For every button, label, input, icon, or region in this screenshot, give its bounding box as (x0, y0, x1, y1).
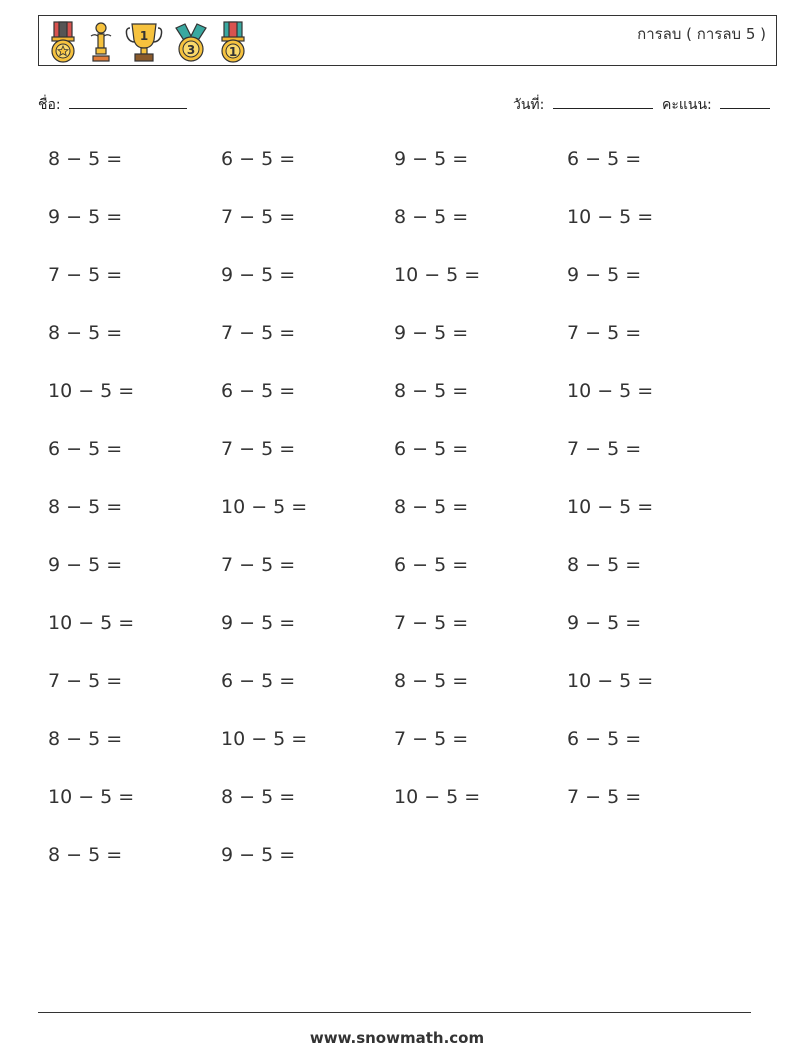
problem-item: 8 − 5 = (567, 554, 642, 576)
problem-item: 6 − 5 = (394, 438, 469, 460)
svg-text:1: 1 (139, 29, 149, 43)
medal-icons-row (49, 20, 247, 64)
problem-item: 10 − 5 = (567, 380, 654, 402)
problem-item: 6 − 5 = (221, 670, 296, 692)
medal-3-icon (173, 20, 209, 64)
problem-item: 9 − 5 = (221, 612, 296, 634)
trophy-figure-icon (87, 20, 115, 64)
score-field (662, 94, 770, 116)
problem-item: 9 − 5 = (394, 322, 469, 344)
date-label: วันที่: (513, 97, 545, 113)
problem-item: 10 − 5 = (221, 496, 308, 518)
problem-item: 8 − 5 = (394, 206, 469, 228)
problem-item: 9 − 5 = (394, 148, 469, 170)
problem-item: 8 − 5 = (48, 728, 123, 750)
worksheet-header (38, 15, 777, 66)
problem-item: 10 − 5 = (48, 612, 135, 634)
date-blank-line (553, 107, 653, 109)
problem-item: 6 − 5 = (221, 148, 296, 170)
problem-item: 8 − 5 = (394, 670, 469, 692)
problem-item: 7 − 5 = (394, 612, 469, 634)
problem-item: 8 − 5 = (48, 322, 123, 344)
problem-item: 6 − 5 = (567, 148, 642, 170)
score-blank-line (720, 107, 770, 109)
problem-item: 9 − 5 = (567, 612, 642, 634)
date-field (513, 94, 653, 116)
problem-item: 7 − 5 = (48, 670, 123, 692)
problem-item: 8 − 5 = (394, 496, 469, 518)
problem-item: 9 − 5 = (221, 264, 296, 286)
problem-item: 10 − 5 = (567, 496, 654, 518)
medal-star-icon (49, 20, 77, 64)
problem-item: 8 − 5 = (221, 786, 296, 808)
footer-divider (38, 1012, 751, 1013)
problem-item: 10 − 5 = (567, 670, 654, 692)
trophy-cup-1-icon (125, 20, 163, 64)
problem-item: 6 − 5 = (48, 438, 123, 460)
problem-item: 8 − 5 = (48, 844, 123, 866)
name-field (38, 94, 187, 116)
problem-item: 6 − 5 = (567, 728, 642, 750)
problem-item: 8 − 5 = (48, 148, 123, 170)
problem-item: 9 − 5 = (48, 554, 123, 576)
problem-item: 9 − 5 = (567, 264, 642, 286)
svg-text:1: 1 (228, 45, 238, 59)
footer-url: www.snowmath.com (309, 1029, 485, 1047)
svg-text:3: 3 (186, 43, 196, 57)
medal-1-icon (219, 20, 247, 64)
problem-item: 7 − 5 = (394, 728, 469, 750)
worksheet-title: การลบ ( การลบ 5 ) (637, 25, 766, 43)
problem-item: 7 − 5 = (567, 786, 642, 808)
problem-item: 7 − 5 = (221, 206, 296, 228)
problem-item: 10 − 5 = (48, 786, 135, 808)
problem-item: 10 − 5 = (394, 786, 481, 808)
problem-item: 10 − 5 = (567, 206, 654, 228)
name-blank-line (69, 107, 187, 109)
problem-item: 7 − 5 = (221, 554, 296, 576)
problem-item: 7 − 5 = (567, 438, 642, 460)
problem-item: 9 − 5 = (48, 206, 123, 228)
problem-item: 8 − 5 = (394, 380, 469, 402)
problem-item: 7 − 5 = (567, 322, 642, 344)
problem-item: 10 − 5 = (48, 380, 135, 402)
problem-item: 10 − 5 = (221, 728, 308, 750)
problem-item: 7 − 5 = (221, 438, 296, 460)
name-label: ชื่อ: (38, 97, 61, 113)
problem-item: 7 − 5 = (48, 264, 123, 286)
problem-item: 6 − 5 = (221, 380, 296, 402)
score-label: คะแนน: (662, 97, 712, 113)
problem-item: 7 − 5 = (221, 322, 296, 344)
problem-item: 8 − 5 = (48, 496, 123, 518)
problem-item: 6 − 5 = (394, 554, 469, 576)
problem-item: 10 − 5 = (394, 264, 481, 286)
problem-item: 9 − 5 = (221, 844, 296, 866)
